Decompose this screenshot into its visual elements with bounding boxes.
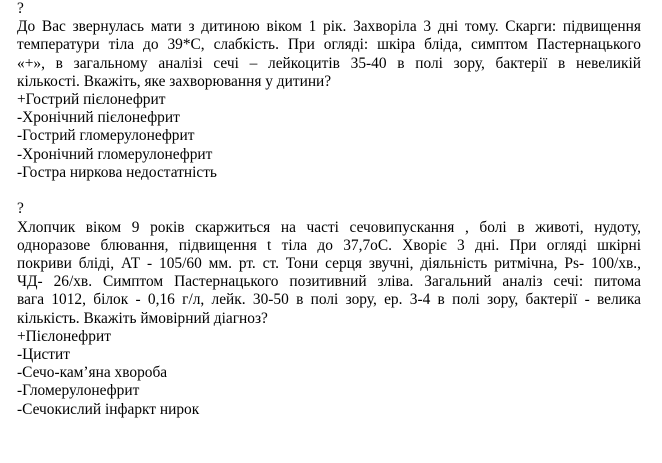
answer-option: -Гостра ниркова недостатність: [17, 163, 217, 181]
question-stem-line: Хлопчик віком 9 років скаржиться на часті сечовипускання , болі в животі, нудоту,: [17, 218, 641, 236]
question-stem-line: кількість. Вкажіть ймовірний діагноз?: [17, 309, 268, 327]
question-stem-line: «+», в загальному аналізі сечі – лейкоцитів 35-40 в полі зору, бактерії в невеликій: [17, 54, 641, 72]
answer-option: -Гострий гломерулонефрит: [17, 127, 195, 145]
document-page: [17, 0, 641, 419]
question-block-1: [17, 0, 641, 182]
question-stem-line: До Вас звернулась мати з дитиною віком 1 рік. Захворіла 3 дні тому. Скарги: підвищення: [17, 18, 641, 36]
question-marker: ?: [17, 200, 24, 218]
question-marker: ?: [17, 0, 24, 17]
answer-option: -Цистит: [17, 345, 70, 363]
answer-option-correct: +Пієлонефрит: [17, 327, 111, 345]
question-stem-line: одноразове блювання, підвищення t тіла до 37,7оС. Хворіє 3 дні. При огляді шкірні: [17, 236, 641, 254]
blank-line: [17, 182, 641, 201]
answer-option-correct: +Гострий пієлонефрит: [17, 90, 166, 108]
question-stem-line: вага 1012, білок - 0,16 г/л, лейк. 30-50 в полі зору, ер. 3-4 в полі зору, бактерії - велика: [17, 291, 641, 309]
question-stem-line: кількості. Вкажіть, яке захворювання у дитини?: [17, 72, 332, 90]
question-stem-line: температури тіла до 39*С, слабкість. При огляді: шкіра бліда, симптом Пастернацького: [17, 36, 641, 54]
question-block-2: [17, 200, 641, 418]
question-stem-line: ЧД- 26/хв. Симптом Пастернацького позитивний зліва. Загальний аналіз сечі: питома: [17, 273, 641, 291]
answer-option: -Хронічний гломерулонефрит: [17, 145, 213, 163]
answer-option: -Сечо-кам’яна хвороба: [17, 364, 168, 382]
answer-option: -Хронічний пієлонефрит: [17, 109, 180, 127]
answer-option: -Сечокислий інфаркт нирок: [17, 400, 200, 418]
question-stem-line: покриви бліді, АТ - 105/60 мм. рт. ст. Тони серця звучні, діяльність ритмічна, Ps- 100/хв.,: [17, 255, 641, 273]
answer-option: -Гломерулонефрит: [17, 382, 140, 400]
